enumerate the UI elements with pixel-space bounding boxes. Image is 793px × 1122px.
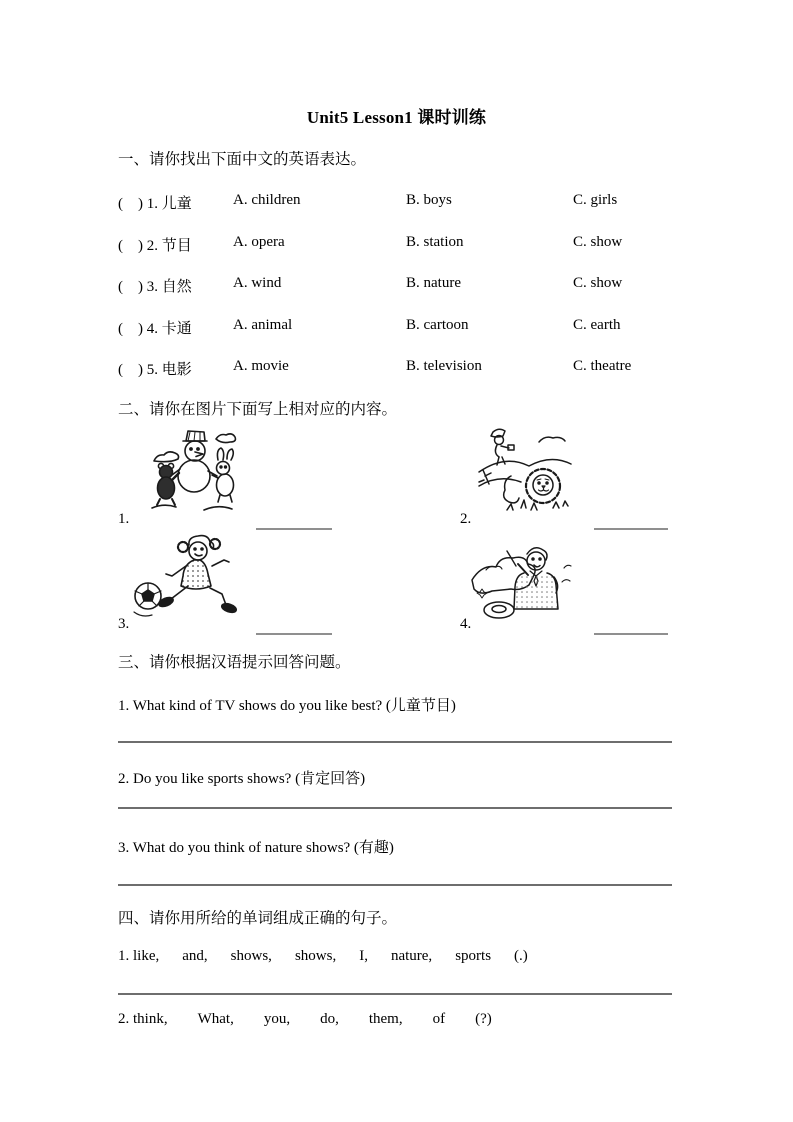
section3-heading: 三、请你根据汉语提示回答问题。 — [118, 654, 351, 671]
word: (?) — [475, 1011, 492, 1027]
option-b: B. station — [406, 234, 464, 250]
word: I, — [359, 948, 368, 964]
picture-number: 3. — [118, 616, 130, 632]
choice-row-3 — [118, 275, 718, 297]
choice-row-label: ( ) 1. 儿童 — [118, 196, 192, 212]
word: 2. think, — [118, 1011, 168, 1027]
answer-line-1 — [118, 741, 672, 743]
option-b: B. television — [406, 358, 482, 374]
option-b: B. boys — [406, 192, 452, 208]
picture-cartoon-snowman-bear-rabbit — [148, 428, 240, 516]
option-c: C. show — [573, 234, 623, 250]
option-c: C. girls — [573, 192, 618, 208]
picture-number: 2. — [460, 511, 472, 527]
word: What, — [197, 1011, 234, 1027]
picture-weather-reporter-with-map — [470, 540, 578, 625]
word: (.) — [514, 948, 528, 964]
answer-blank-3 — [256, 619, 332, 635]
answer-blank-1 — [256, 514, 332, 530]
answer-blank-2 — [594, 514, 668, 530]
picture-number: 4. — [460, 616, 472, 632]
section4-heading: 四、请你用所给的单词组成正确的句子。 — [118, 910, 398, 927]
option-a: A. children — [233, 192, 301, 208]
unscramble-item-2 — [118, 1011, 492, 1028]
choice-row-label: ( ) 2. 节目 — [118, 238, 192, 254]
choice-row-label: ( ) 4. 卡通 — [118, 321, 192, 337]
choice-row-4 — [118, 317, 718, 339]
word: them, — [368, 1011, 403, 1027]
option-b: B. cartoon — [406, 317, 469, 333]
option-b: B. nature — [406, 275, 461, 291]
option-a: A. animal — [233, 317, 293, 333]
word: nature, — [390, 948, 433, 964]
answer-line-3 — [118, 884, 672, 886]
page-title: Unit5 Lesson1 课时训练 — [306, 108, 487, 127]
choice-row-5 — [118, 358, 718, 380]
word: sports — [455, 948, 492, 964]
question-2: 2. Do you like sports shows? (肯定回答) — [118, 771, 366, 787]
option-a: A. wind — [233, 275, 282, 291]
option-a: A. movie — [233, 358, 289, 374]
option-c: C. show — [573, 275, 623, 291]
question-1: 1. What kind of TV shows do you like best? (儿童节目) — [118, 698, 456, 714]
option-a: A. opera — [233, 234, 285, 250]
picture-number: 1. — [118, 511, 130, 527]
word: do, — [320, 1011, 339, 1027]
choice-row-2 — [118, 234, 718, 256]
word: and, — [182, 948, 208, 964]
unscramble-item-1 — [118, 948, 528, 965]
option-c: C. earth — [573, 317, 621, 333]
word: 1. like, — [118, 948, 160, 964]
answer-blank-4 — [594, 619, 668, 635]
section2-heading: 二、请你在图片下面写上相对应的内容。 — [118, 401, 398, 418]
section1-heading: 一、请你找出下面中文的英语表达。 — [118, 151, 367, 168]
word: you, — [263, 1011, 291, 1027]
word: of — [432, 1011, 446, 1027]
choice-row-label: ( ) 3. 自然 — [118, 279, 192, 295]
picture-girl-kicking-soccer-ball — [126, 534, 256, 619]
answer-line-4 — [118, 993, 672, 995]
picture-lion-in-nature — [477, 424, 573, 516]
word: shows, — [230, 948, 272, 964]
choice-row-1 — [118, 192, 718, 214]
option-c: C. theatre — [573, 358, 632, 374]
word: shows, — [294, 948, 337, 964]
choice-row-label: ( ) 5. 电影 — [118, 362, 192, 378]
answer-line-2 — [118, 807, 672, 809]
question-3: 3. What do you think of nature shows? (有趣) — [118, 840, 394, 856]
